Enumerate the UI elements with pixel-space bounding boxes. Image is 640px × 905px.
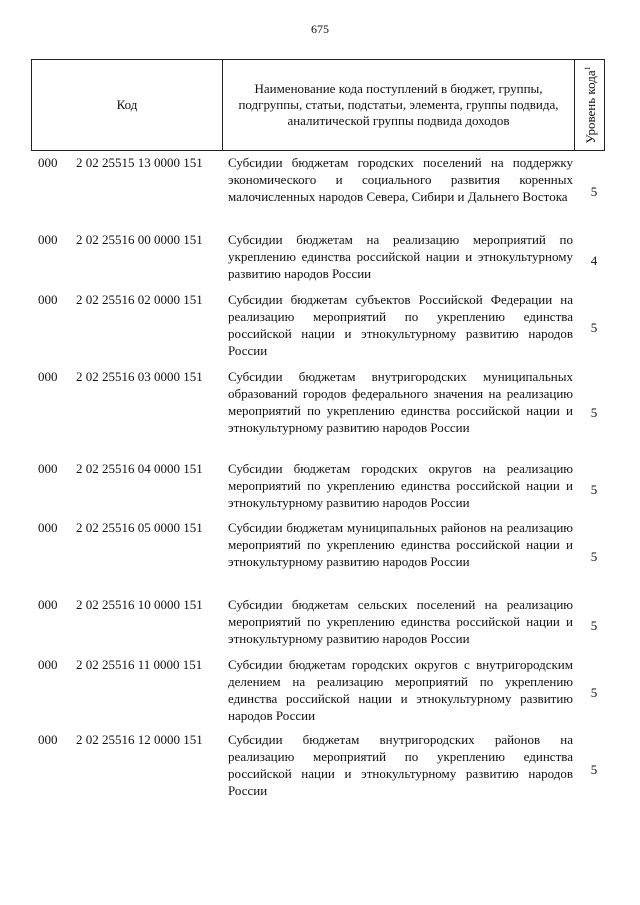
income-code: 2 02 25516 11 0000 151 <box>76 657 203 672</box>
admin-code: 000 <box>38 520 58 535</box>
admin-code: 000 <box>38 232 58 247</box>
header-level-text: Уровень кода <box>582 70 598 144</box>
code-level: 4 <box>590 253 598 268</box>
income-name: Субсидии бюджетам муниципальных районов на реализацию мероприятий по укреплению единства российской нации и этнокультурному развитию народов России <box>228 520 573 569</box>
code-level: 5 <box>590 685 598 700</box>
code-level: 5 <box>590 549 598 564</box>
income-name: Субсидии бюджетам внутригородских районов на реализацию мероприятий по укреплению единства российской нации и этнокультурному развитию народов России <box>228 732 573 798</box>
admin-code: 000 <box>38 292 58 307</box>
income-code: 2 02 25516 03 0000 151 <box>76 369 203 384</box>
income-name: Субсидии бюджетам городских поселений на поддержку экономического и социального развития коренных малочисленных народов Севера, Сибири и Дальнего Востока <box>228 155 573 204</box>
income-name: Субсидии бюджетам городских округов на реализацию мероприятий по укреплению единства российской нации и этнокультурному развитию народов России <box>228 461 573 510</box>
income-code: 2 02 25516 04 0000 151 <box>76 461 203 476</box>
admin-code: 000 <box>38 155 58 170</box>
table-header <box>31 59 605 151</box>
header-level-label <box>582 66 598 143</box>
income-code: 2 02 25516 02 0000 151 <box>76 292 203 307</box>
admin-code: 000 <box>38 597 58 612</box>
admin-code: 000 <box>38 369 58 384</box>
admin-code: 000 <box>38 732 58 747</box>
code-level: 5 <box>590 405 598 420</box>
page-number: 675 <box>311 22 329 36</box>
income-name: Субсидии бюджетам внутригородских муниципальных образований городов федерального значения на реализацию мероприятий по укреплению единства российской нации и этнокультурному развитию народов России <box>228 369 573 435</box>
code-level: 5 <box>590 184 598 199</box>
code-level: 5 <box>590 320 598 335</box>
income-code: 2 02 25515 13 0000 151 <box>76 155 203 170</box>
code-level: 5 <box>590 482 598 497</box>
income-name: Субсидии бюджетам городских округов с внутригородским делением на реализацию мероприятий по укреплению единства российской нации и этнокультурному развитию народов России <box>228 657 573 723</box>
income-code: 2 02 25516 05 0000 151 <box>76 520 203 535</box>
income-code: 2 02 25516 10 0000 151 <box>76 597 203 612</box>
admin-code: 000 <box>38 461 58 476</box>
income-name: Субсидии бюджетам на реализацию мероприятий по укреплению единства российской нации и этнокультурному развитию народов России <box>228 232 573 281</box>
income-code: 2 02 25516 12 0000 151 <box>76 732 203 747</box>
header-level-footnote: 1 <box>582 66 592 71</box>
header-name: Наименование кода поступлений в бюджет, группы, подгруппы, статьи, подстатьи, элемента, группы подвида, аналитической группы подвида доходов <box>223 60 575 150</box>
income-name: Субсидии бюджетам сельских поселений на реализацию мероприятий по укреплению единства российской нации и этнокультурному развитию народов России <box>228 597 573 646</box>
header-level <box>575 60 606 150</box>
code-level: 5 <box>590 618 598 633</box>
income-name: Субсидии бюджетам субъектов Российской Федерации на реализацию мероприятий по укреплению единства российской нации и этнокультурному развитию народов России <box>228 292 573 358</box>
header-code: Код <box>32 60 223 150</box>
admin-code: 000 <box>38 657 58 672</box>
income-code: 2 02 25516 00 0000 151 <box>76 232 203 247</box>
code-level: 5 <box>590 762 598 777</box>
